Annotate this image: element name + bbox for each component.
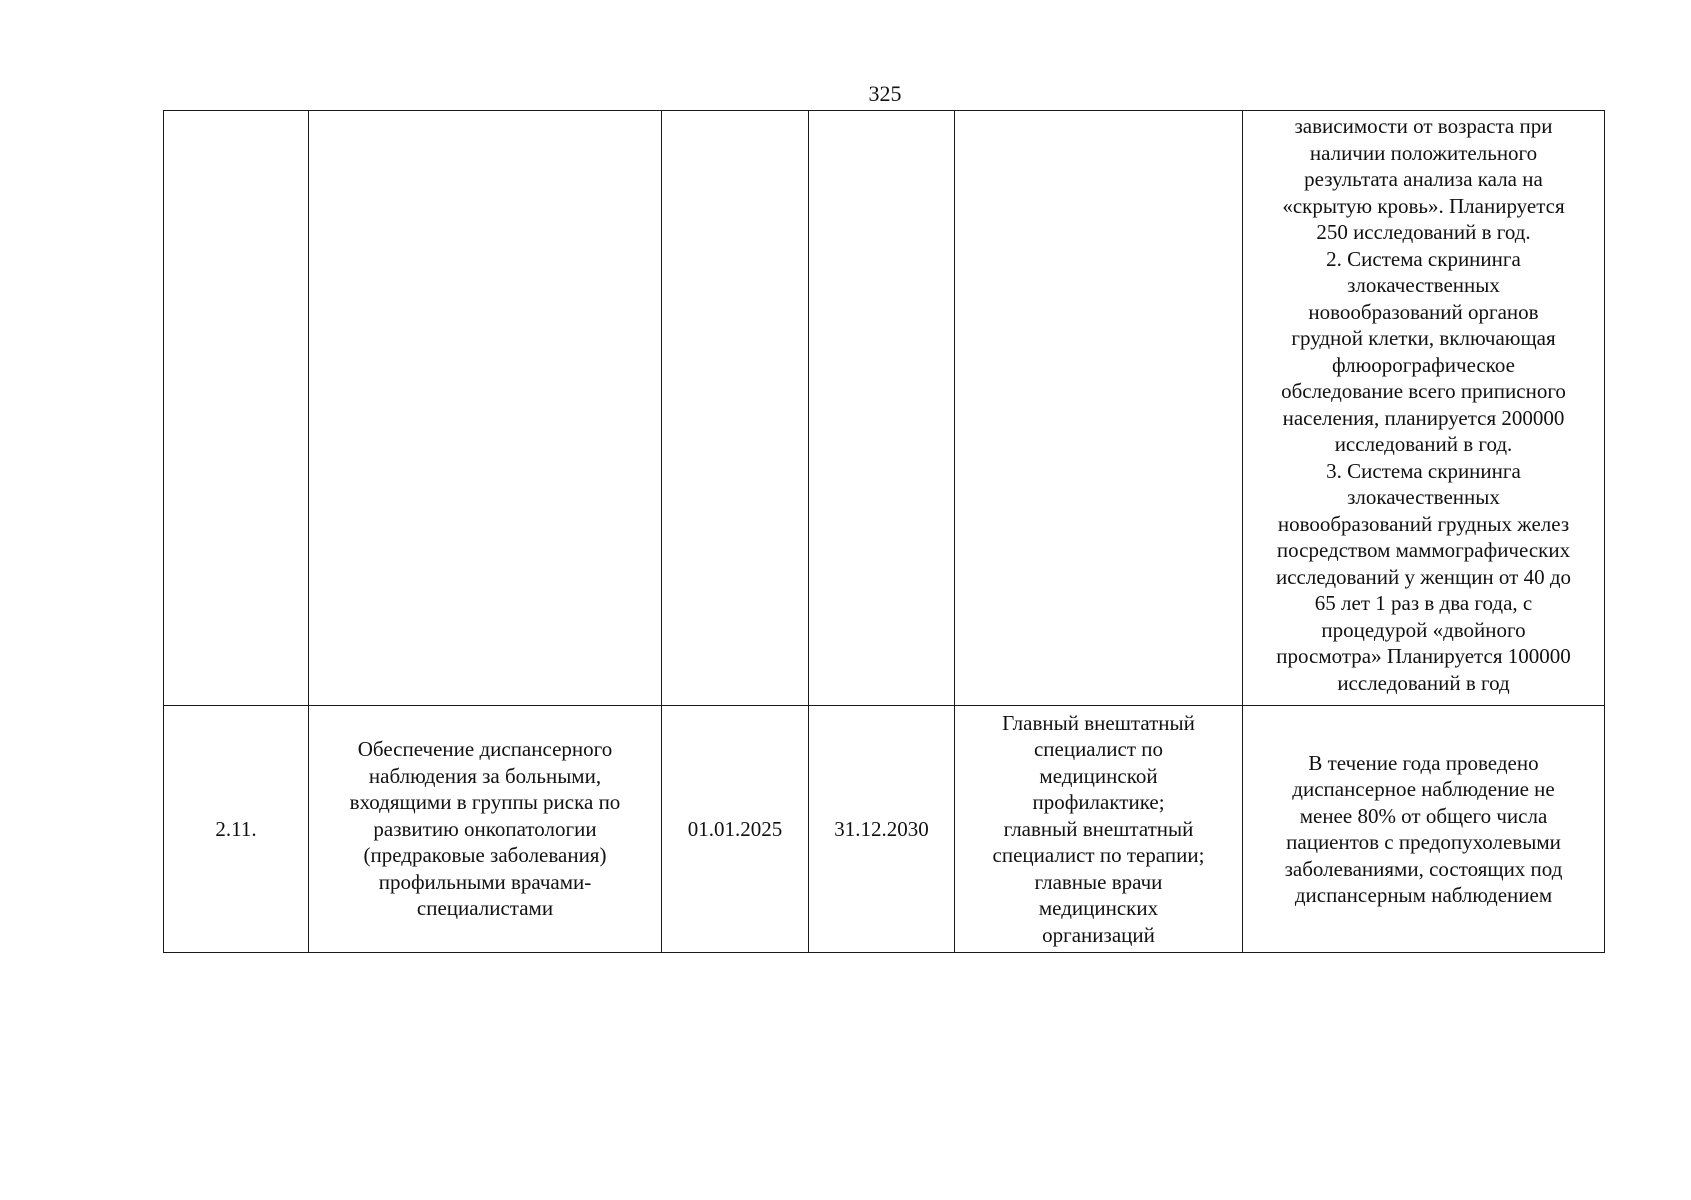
cell-responsible <box>955 111 1243 706</box>
cell-result <box>1243 111 1605 706</box>
responsible-text: Главный внештатный специалист по медицинской профилактике; главный внештатный специалист по терапии; главные врачи медицинских организаций <box>992 710 1205 947</box>
cell-end-date <box>809 111 955 706</box>
item-number: 2.11. <box>215 816 257 841</box>
table-row-continuation <box>164 111 1605 706</box>
result-text: зависимости от возраста при наличии положительного результата анализа кала на «скрытую кровь». Планируется 250 исследований в год. 2. Система скрининга злокачественных новообразований органов грудной клетки, включающая флюорографическое обследование всего приписного населения, планируется 200000 исследований в год. 3. Система скрининга злокачественных новообразований грудных желез посредством маммографических исследований у женщин от 40 до 65 лет 1 раз в два года, с процедурой «двойного просмотра» Планируется 100000 исследований в год <box>1275 114 1572 695</box>
cell-activity <box>309 111 662 706</box>
cell-end-date <box>809 706 955 953</box>
table-row-2-11 <box>164 706 1605 953</box>
result-text: В течение года проведено диспансерное наблюдение не менее 80% от общего числа пациентов с предопухолевыми заболеваниями, состоящих под диспансерным наблюдением <box>1284 750 1563 907</box>
plan-table <box>163 110 1605 953</box>
cell-number <box>164 111 309 706</box>
cell-responsible <box>955 706 1243 953</box>
end-date: 31.12.2030 <box>834 816 929 841</box>
start-date: 01.01.2025 <box>687 816 783 841</box>
page-number: 325 <box>868 81 902 106</box>
cell-activity <box>309 706 662 953</box>
cell-start-date <box>662 111 809 706</box>
cell-start-date <box>662 706 809 953</box>
cell-result <box>1243 706 1605 953</box>
cell-number <box>164 706 309 953</box>
activity-text: Обеспечение диспансерного наблюдения за больными, входящими в группы риска по развитию онкопатологии (предраковые заболевания) профильными врачами- специалистами <box>349 737 621 921</box>
